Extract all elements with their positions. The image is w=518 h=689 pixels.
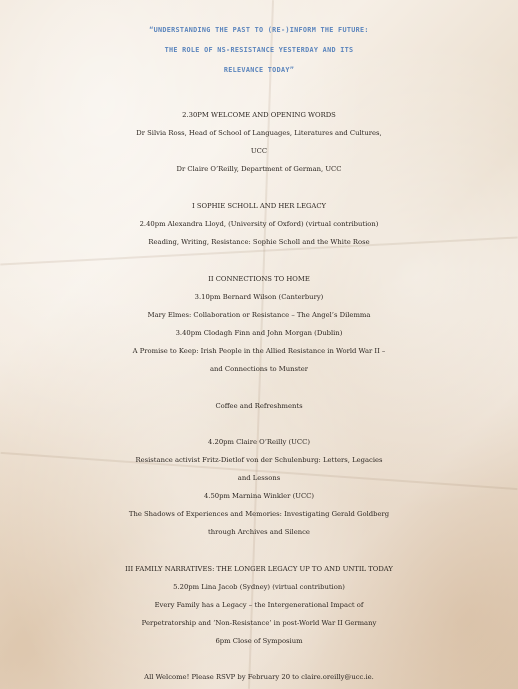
- opening-heading: 2.30PM WELCOME AND OPENING WORDS: [182, 111, 336, 119]
- section-1-talk-1-title: Reading, Writing, Resistance: Sophie Scholl and the White Rose: [148, 238, 370, 246]
- section-1-talk-1-speaker: 2.40pm Alexandra Lloyd, (University of Oxford) (virtual contribution): [139, 220, 379, 228]
- section-3-talk-2-speaker: 4.50pm Marnina Winkler (UCC): [203, 492, 315, 500]
- title-line-1: “UNDERSTANDING THE PAST TO (RE-)INFORM THE FUTURE:: [149, 26, 369, 34]
- section-3-talk-2-title: The Shadows of Experiences and Memories: Investigating Gerald Goldberg: [128, 510, 390, 518]
- section-3-talk-1-title: Resistance activist Fritz-Dietlof von der Schulenburg: Letters, Legacies: [135, 456, 383, 464]
- title-line-3: RELEVANCE TODAY”: [223, 66, 295, 74]
- section-3-talk-1-speaker: 4.20pm Claire O’Reilly (UCC): [208, 438, 310, 446]
- section-4-talk-1-title: Every Family has a Legacy – the Intergenerational Impact of: [154, 601, 364, 609]
- section-2-talk-2-title: A Promise to Keep: Irish People in the Allied Resistance in World War II –: [132, 347, 386, 355]
- section-2-talk-1-title: Mary Elmes: Collaboration or Resistance – The Angel’s Dilemma: [147, 311, 371, 319]
- coffee-break: Coffee and Refreshments: [215, 402, 303, 410]
- title-line-2: THE ROLE OF NS-RESISTANCE YESTERDAY AND ITS: [164, 46, 354, 54]
- section-1-heading: I SOPHIE SCHOLL AND HER LEGACY: [191, 202, 327, 210]
- section-4-talk-1-speaker: 5.20pm Lina Jacob (Sydney) (virtual contribution): [173, 583, 345, 591]
- section-2-talk-2-title-cont: and Connections to Munster: [209, 365, 309, 373]
- opening-speaker-1: Dr Silvia Ross, Head of School of Languages, Literatures and Cultures,: [136, 129, 382, 137]
- section-4-talk-1-title-cont: Perpetratorship and ‘Non-Resistance’ in post-World War II Germany: [141, 619, 377, 627]
- section-3-talk-2-title-cont: through Archives and Silence: [208, 528, 310, 536]
- rsvp-footer: All Welcome! Please RSVP by February 20 to claire.oreilly@ucc.ie.: [144, 673, 374, 681]
- section-4-heading: III FAMILY NARRATIVES: THE LONGER LEGACY UP TO AND UNTIL TODAY: [125, 565, 393, 573]
- opening-speaker-1-cont: UCC: [250, 147, 268, 155]
- section-2-talk-2-speaker: 3.40pm Clodagh Finn and John Morgan (Dublin): [175, 329, 343, 337]
- section-3-talk-1-title-cont: and Lessons: [237, 474, 281, 482]
- opening-speaker-2: Dr Claire O’Reilly, Department of German, UCC: [176, 165, 342, 173]
- flyer-title: [20, 20, 498, 80]
- closing: 6pm Close of Symposium: [215, 637, 303, 645]
- section-2-heading: II CONNECTIONS TO HOME: [208, 275, 310, 283]
- section-2-talk-1-speaker: 3.10pm Bernard Wilson (Canterbury): [194, 293, 324, 301]
